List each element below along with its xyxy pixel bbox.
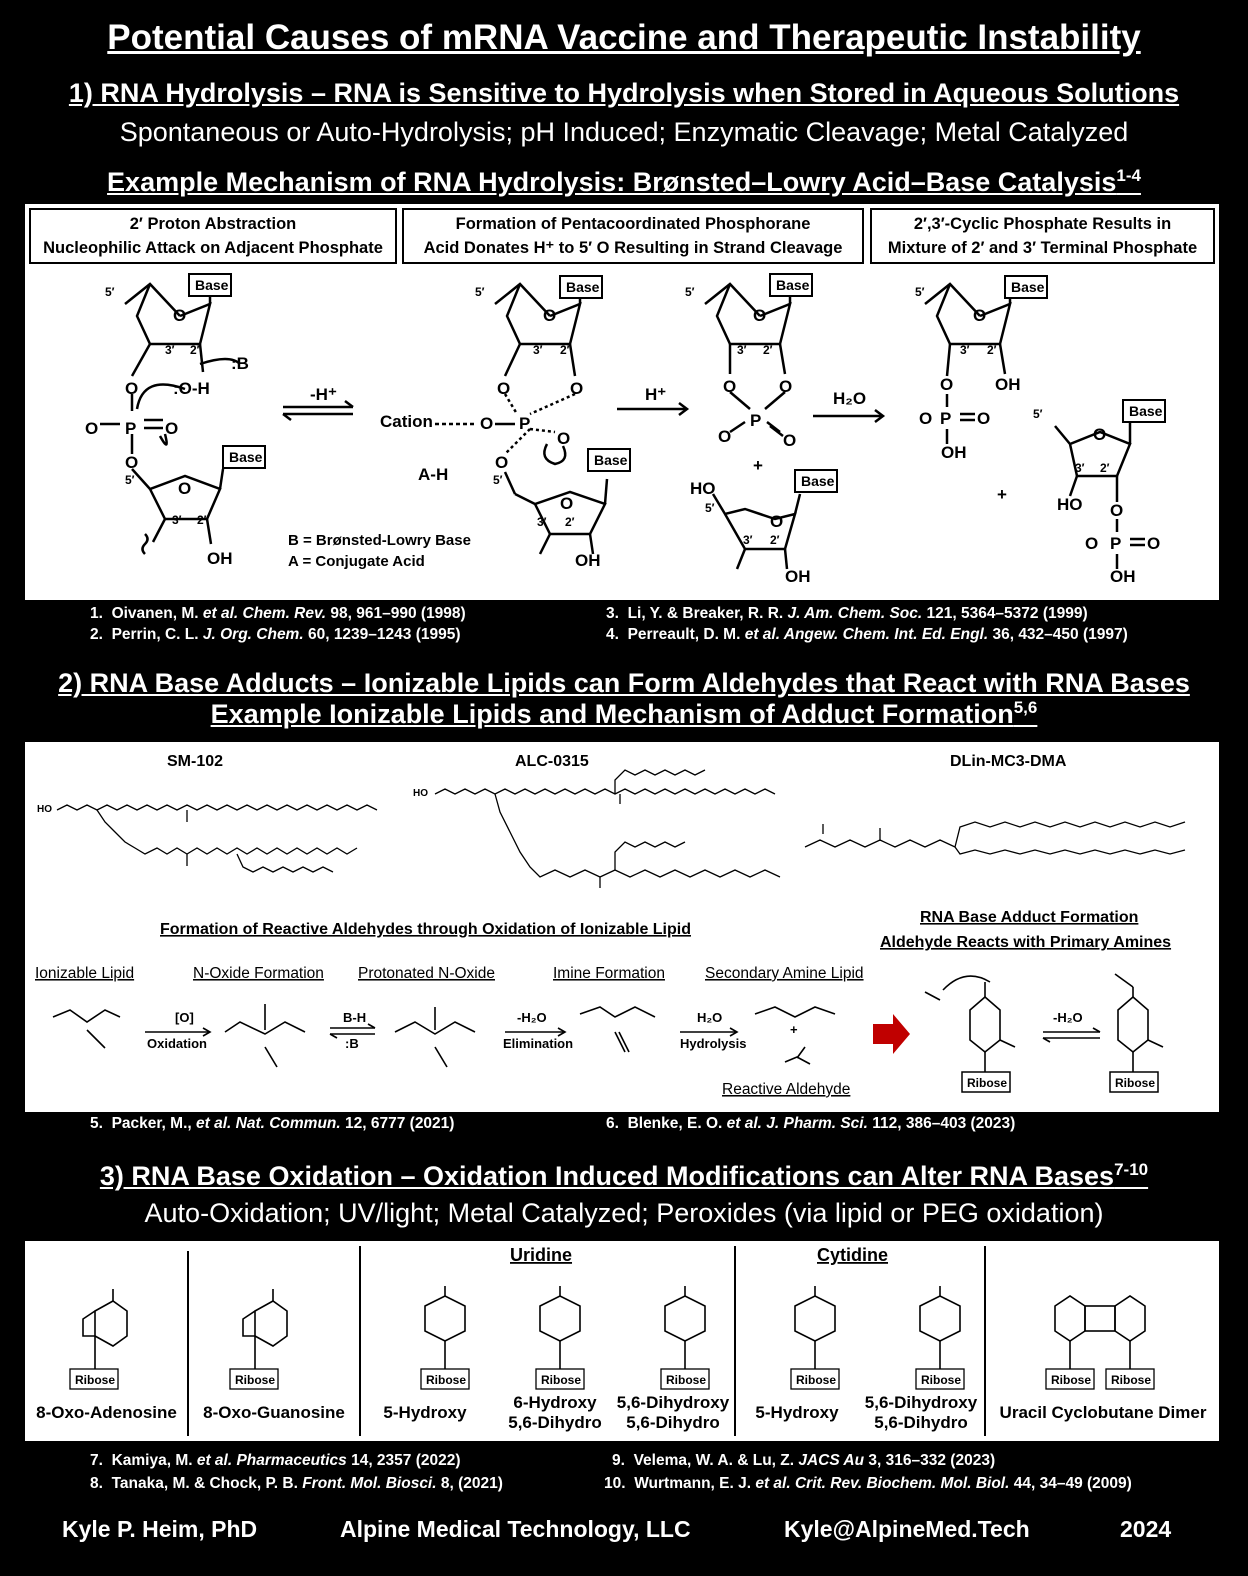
position-label: 2′ [1100, 461, 1110, 475]
atom-oh: OH [1110, 567, 1136, 586]
atom-o: O [1085, 534, 1099, 553]
position-label: 2′ [560, 343, 570, 357]
position-label: 5′ [105, 285, 115, 299]
atom-o: O [977, 409, 991, 428]
footer-author: Kyle P. Heim, PhD [62, 1516, 258, 1542]
step3-line1: 2′,3′-Cyclic Phosphate Results in [913, 215, 1172, 233]
elimination-reagent: -H₂O [517, 1010, 547, 1025]
base-label: Base [776, 277, 810, 293]
mechanism-heading: Example Mechanism of RNA Hydrolysis: Brønsted–Lowry Acid–Base Catalysis$^{1-4}$ [107, 166, 1141, 197]
product-8-oxo-guanosine: 8-Oxo-Guanosine [203, 1403, 345, 1422]
oxidation-reagent: [O] [175, 1010, 194, 1025]
ribose-label: Ribose [75, 1373, 116, 1387]
atom-o: O [85, 419, 99, 438]
base-label: Base [229, 449, 263, 465]
reference-6: 6. Blenke, E. O. et al. J. Pharm. Sci. 112, 386–403 (2023) [606, 1115, 1016, 1132]
hplus-label: H⁺ [645, 385, 667, 404]
atom-o: O [973, 306, 987, 325]
cation-label: Cation [380, 412, 433, 431]
base-label: Base [566, 279, 600, 295]
atom-o: O [718, 427, 732, 446]
atom-o: O [165, 419, 179, 438]
legend-base: B = Brønsted-Lowry Base [288, 532, 471, 549]
lipid-name-mc3: DLin-MC3-DMA [950, 753, 1067, 770]
atom-p: P [519, 414, 531, 433]
atom-o: O [125, 453, 139, 472]
atom-o: O [753, 306, 767, 325]
plus-sign: + [997, 485, 1007, 504]
atom-o: O [779, 377, 793, 396]
atom-o: O [543, 306, 557, 325]
position-label: 2′ [197, 513, 207, 527]
reference-10: 10. Wurtmann, E. J. et al. Crit. Rev. Biochem. Mol. Biol. 44, 34–49 (2009) [604, 1475, 1132, 1492]
position-label: 3′ [960, 343, 970, 357]
base-label: Base [195, 277, 229, 293]
hydrolysis-panel [25, 204, 1219, 600]
adduct-dehydration: -H₂O [1053, 1010, 1083, 1025]
base-label: Base [801, 473, 835, 489]
footer-email[interactable]: Kyle@AlpineMed.Tech [784, 1516, 1030, 1542]
atom-oh: OH [575, 551, 601, 570]
section3-subtitle: Auto-Oxidation; UV/light; Metal Catalyzed; Peroxides (via lipid or PEG oxidation) [144, 1198, 1104, 1228]
uridine-heading: Uridine [510, 1245, 573, 1265]
adduct-title-1: RNA Base Adduct Formation [920, 909, 1139, 926]
atom-o: O [1093, 425, 1107, 444]
atom-o: O [770, 512, 784, 531]
atom-o: O [1147, 534, 1161, 553]
reference-2: 2. Perrin, C. L. J. Org. Chem. 60, 1239–1243 (1995) [90, 626, 461, 643]
oxidation-label: Oxidation [147, 1036, 207, 1051]
atom-oh: OH [207, 549, 233, 568]
atom-ho: HO [37, 804, 52, 815]
reference-1: 1. Oivanen, M. et al. Chem. Rev. 98, 961–990 (1998) [90, 605, 466, 622]
section1-heading: 1) RNA Hydrolysis – RNA is Sensitive to Hydrolysis when Stored in Aqueous Solutions [68, 78, 1180, 108]
atom-p: P [940, 409, 952, 428]
reference-8: 8. Tanaka, M. & Chock, P. B. Front. Mol. Biosci. 8, (2021) [90, 1475, 503, 1492]
atom-o: O [570, 379, 584, 398]
ribose-label: Ribose [426, 1373, 467, 1387]
position-label: 5′ [475, 285, 485, 299]
ribose-label: Ribose [235, 1373, 276, 1387]
atom-o: O [495, 453, 509, 472]
reference-5: 5. Packer, M., et al. Nat. Commun. 12, 6777 (2021) [90, 1115, 455, 1132]
atom-o: O [940, 375, 954, 394]
atom-o: O [723, 377, 737, 396]
hydrolysis-scheme [25, 204, 1219, 600]
step1-line2: Nucleophilic Attack on Adjacent Phosphate [43, 239, 383, 257]
adduct-scheme [25, 742, 1219, 1112]
atom-o: O [783, 431, 797, 450]
lipid-name-sm102: SM-102 [167, 753, 224, 770]
position-label: 2′ [763, 343, 773, 357]
hydroxyl-group: :O-H [173, 379, 210, 398]
base-label: Base [1129, 403, 1163, 419]
atom-o: O [1110, 501, 1124, 520]
footer-company: Alpine Medical Technology, LLC [340, 1516, 691, 1542]
atom-oh: OH [941, 443, 967, 462]
stage-secondary-amine: Secondary Amine Lipid [705, 965, 864, 982]
plus-sign: + [753, 456, 763, 475]
minus-h-label: -H⁺ [310, 385, 337, 404]
stage-n-oxide: N-Oxide Formation [193, 965, 324, 982]
atom-p: P [125, 419, 137, 438]
position-label: 5′ [1033, 407, 1043, 421]
reference-3: 3. Li, Y. & Breaker, R. R. J. Am. Chem. Soc. 121, 5364–5372 (1999) [606, 605, 1088, 622]
water-label: H₂O [833, 389, 867, 408]
oxidation-panel [25, 1241, 1219, 1441]
atom-o: O [919, 409, 933, 428]
formation-title: Formation of Reactive Aldehydes through Oxidation of Ionizable Lipid [160, 921, 691, 938]
elimination-label: Elimination [503, 1036, 574, 1051]
acid-label: A-H [418, 465, 449, 484]
step1-line1: 2′ Proton Abstraction [129, 215, 297, 233]
step2-line2: Acid Donates H⁺ to 5′ O Resulting in Strand Cleavage [423, 239, 843, 257]
atom-o: O [178, 479, 192, 498]
product-uridine-5-hydroxy: 5-Hydroxy [383, 1403, 467, 1422]
position-label: 3′ [172, 513, 182, 527]
atom-ho: HO [413, 788, 428, 799]
lipid-name-alc0315: ALC-0315 [515, 753, 589, 770]
ribose-label: Ribose [666, 1373, 707, 1387]
hydrolysis-label: Hydrolysis [680, 1036, 747, 1051]
ribose-label: Ribose [1051, 1373, 1092, 1387]
atom-ho: HO [690, 479, 716, 498]
position-label: 3′ [537, 515, 547, 529]
atom-o: O [125, 379, 139, 398]
position-label: 3′ [737, 343, 747, 357]
position-label: 5′ [915, 285, 925, 299]
section2-heading: 2) RNA Base Adducts – Ionizable Lipids can Form Aldehydes that React with RNA Bases [58, 668, 1190, 698]
position-label: 3′ [165, 343, 175, 357]
product-uridine-6-hydroxy: 6-Hydroxy 5,6-Dihydro [508, 1393, 602, 1432]
product-cytidine-5-hydroxy: 5-Hydroxy [755, 1403, 839, 1422]
atom-o: O [557, 429, 571, 448]
page-title: Potential Causes of mRNA Vaccine and Therapeutic Instability [107, 18, 1141, 57]
base-reagent: :B [345, 1036, 359, 1051]
ribose-label: Ribose [541, 1373, 582, 1387]
position-label: 3′ [1075, 461, 1085, 475]
legend-acid: A = Conjugate Acid [288, 553, 425, 570]
product-8-oxo-adenosine: 8-Oxo-Adenosine [36, 1403, 177, 1422]
position-label: 5′ [705, 501, 715, 515]
ribose-label: Ribose [1115, 1076, 1156, 1090]
product-uridine-dihydroxy: 5,6-Dihydroxy 5,6-Dihydro [616, 1393, 730, 1432]
plus-sign: + [790, 1022, 798, 1037]
stage-ionizable-lipid: Ionizable Lipid [35, 965, 135, 982]
red-arrow-icon [873, 1014, 910, 1054]
atom-oh: OH [785, 567, 811, 586]
position-label: 5′ [685, 285, 695, 299]
atom-o: O [560, 494, 574, 513]
section1-subtitle: Spontaneous or Auto-Hydrolysis; pH Induced; Enzymatic Cleavage; Metal Catalyzed [119, 117, 1129, 147]
atom-o: O [497, 379, 511, 398]
product-cyclobutane-dimer: Uracil Cyclobutane Dimer [999, 1403, 1207, 1422]
atom-ho: HO [1057, 495, 1083, 514]
reference-9: 9. Velema, W. A. & Lu, Z. JACS Au 3, 316–332 (2023) [612, 1452, 996, 1469]
adduct-panel [25, 742, 1219, 1112]
position-label: 5′ [125, 473, 135, 487]
ribose-label: Ribose [796, 1373, 837, 1387]
atom-o: O [480, 414, 494, 433]
position-label: 2′ [565, 515, 575, 529]
ribose-label: Ribose [921, 1373, 962, 1387]
reference-4: 4. Perreault, D. M. et al. Angew. Chem. Int. Ed. Engl. 36, 432–450 (1997) [606, 626, 1128, 643]
step3-line2: Mixture of 2′ and 3′ Terminal Phosphate [887, 239, 1198, 257]
section2-subheading: Example Ionizable Lipids and Mechanism of Adduct Formation$^{5,6}$ [210, 698, 1038, 729]
reactive-aldehyde-label: Reactive Aldehyde [722, 1081, 851, 1098]
stage-imine: Imine Formation [553, 965, 665, 982]
position-label: 3′ [533, 343, 543, 357]
stage-protonated-n-oxide: Protonated N-Oxide [358, 965, 495, 982]
footer-year: 2024 [1120, 1516, 1172, 1542]
position-label: 5′ [493, 473, 503, 487]
hydrolysis-reagent: H₂O [697, 1010, 723, 1025]
ribose-label: Ribose [1111, 1373, 1152, 1387]
atom-oh: OH [995, 375, 1021, 394]
product-cytidine-dihydroxy: 5,6-Dihydroxy 5,6-Dihydro [864, 1393, 978, 1432]
base-catalyst: :B [231, 354, 249, 373]
position-label: 3′ [743, 533, 753, 547]
position-label: 2′ [987, 343, 997, 357]
position-label: 2′ [190, 343, 200, 357]
step2-line1: Formation of Pentacoordinated Phosphorane [455, 215, 811, 233]
ribose-label: Ribose [967, 1076, 1008, 1090]
atom-o: O [173, 306, 187, 325]
atom-p: P [750, 411, 762, 430]
acid-reagent: B-H [343, 1010, 367, 1025]
adduct-title-2: Aldehyde Reacts with Primary Amines [880, 934, 1172, 951]
base-label: Base [1011, 279, 1045, 295]
section3-heading: 3) RNA Base Oxidation – Oxidation Induced Modifications can Alter RNA Bases$^{7-10}$ [99, 1160, 1149, 1191]
position-label: 2′ [770, 533, 780, 547]
reference-7: 7. Kamiya, M. et al. Pharmaceutics 14, 2357 (2022) [90, 1452, 461, 1469]
base-label: Base [594, 452, 628, 468]
atom-p: P [1110, 534, 1122, 553]
cytidine-heading: Cytidine [817, 1245, 889, 1265]
